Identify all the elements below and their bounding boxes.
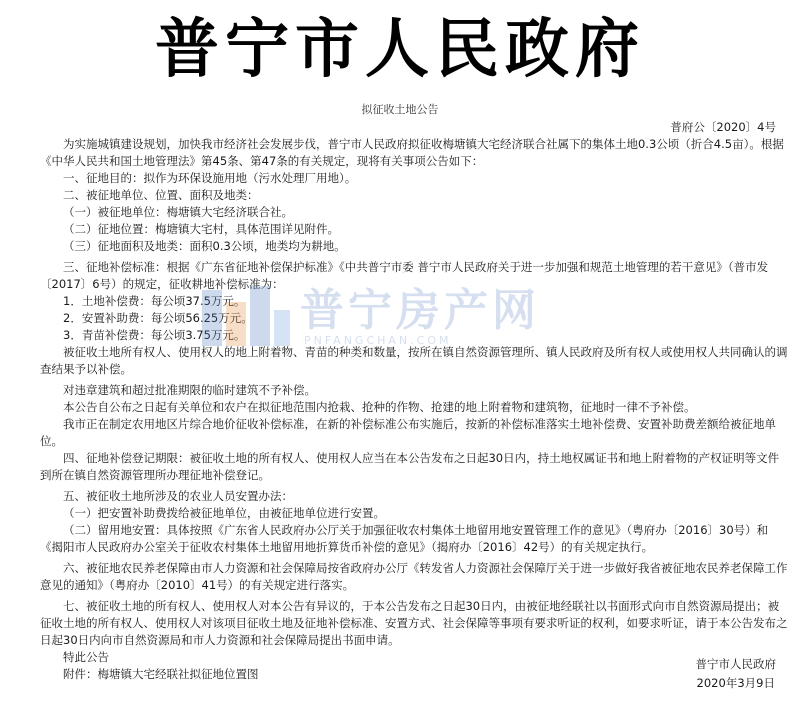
section-5-resettlement-fee: （一）把安置补助费拨给被征地单位，由被征地单位进行安置。 (63, 506, 385, 520)
section-3-compensation: 三、征地补偿标准：根据《广东省征地补偿保护标准》《中共普宁市委 普宁市人民政府关于进一步加强和规范土地管理的若干意见》（普市发〔2017〕6号）的规定，征收耕地补偿标准为： (40, 260, 769, 291)
section-2-heading: 二、被征地单位、位置、面积及地类： (63, 188, 259, 202)
intro-paragraph: 为实施城镇建设规划，加快我市经济社会发展步伐，普宁市人民政府拟征收梅塘镇大宅经济联合社属下的集体土地0.3公顷（折合4.5亩）。根据《中华人民共和国土地管理法》第45条、第47条的有关规定，现将有关事项公告如下： (40, 137, 784, 168)
section-5-heading: 五、被征收土地所涉及的农业人员安置办法： (63, 489, 293, 503)
compensation-note-no-rush: 本公告自公布之日起有关单位和农户在拟征地范围内抢栽、抢种的作物、抢建的地上附着物和建筑物，征地时一律不予补偿。 (63, 400, 696, 414)
section-6-pension: 六、被征地农民养老保障由市人力资源和社会保障局按省政府办公厅《转发省人力资源社会保障厅关于进一步做好我省被征地农民养老保障工作意见的通知》（粤府办〔2010〕41号）的有关规定进行落实。 (40, 561, 788, 592)
section-2-unit: （一）被征地单位：梅塘镇大宅经济联合社。 (63, 205, 293, 219)
attachment-line: 附件：梅塘镇大宅经联社拟征地位置图 (63, 667, 259, 681)
compensation-resettlement: 2．安置补助费：每公顷56.25万元。 (63, 311, 253, 325)
document-title: 拟征收土地公告 (361, 103, 439, 116)
government-masthead: 普宁市人民政府 (155, 12, 645, 87)
announcement-body (40, 136, 788, 683)
signature-org: 普宁市人民政府 (695, 657, 776, 671)
watermark-url: PNFANGCHAN.COM (304, 334, 452, 347)
section-2-location: （二）征地位置：梅塘镇大宅村，具体范围详见附件。 (63, 222, 339, 236)
compensation-note-new-standard: 我市正在制定农用地区片综合地价征收补偿标准，在新的补偿标准公布实施后，按新的补偿标准落实土地补偿费、安置补助费差额给被征地单位。 (40, 417, 776, 448)
compensation-note-illegal: 对违章建筑和超过批准期限的临时建筑不予补偿。 (63, 383, 316, 397)
watermark-brand: 普宁房产网 (300, 285, 540, 336)
compensation-note-attachments: 被征收土地所有权人、使用权人的地上附着物、青苗的种类和数量，按所在镇自然资源管理所、镇人民政府及所有权人或使用权人共同确认的调查结果予以补偿。 (40, 345, 788, 376)
section-5-reserved-land: （二）留用地安置：具体按照《广东省人民政府办公厅关于加强征收农村集体土地留用地安置管理工作的意见》（粤府办〔2016〕30号）和《揭阳市人民政府办公室关于征收农村集体土地留用地折算货币补偿的意见》（揭府办〔2016〕42号）的有关规定执行。 (40, 523, 769, 554)
section-7-objection: 七、被征收土地的所有权人、使用权人对本公告有异议的，于本公告发布之日起30日内，由被征地经联社以书面形式向市自然资源局提出；被征收土地的所有权人、使用权人对该项目征收土地及征地补偿标准、安置方式、社会保障等事项有要求听证的权利，如要求听证，请于本公告发布之日起30日内向市自然资源局和市人力资源和社会保障局提出书面申请。 (40, 599, 788, 647)
section-4-registration: 四、征地补偿登记期限：被征收土地的所有权人、使用权人应当在本公告发布之日起30日内，持土地权属证书和地上附着物的产权证明等文件到所在镇自然资源管理所办理征地补偿登记。 (40, 451, 780, 482)
compensation-land: 1．土地补偿费：每公顷37.5万元。 (63, 294, 246, 308)
signature-block (696, 655, 777, 693)
compensation-crops: 3．青苗补偿费：每公顷3.75万元。 (63, 328, 246, 342)
document-number: 普府公〔2020〕4号 (670, 120, 776, 134)
closing-notice: 特此公告 (63, 650, 109, 664)
section-1-purpose: 一、征地目的：拟作为环保设施用地（污水处理厂用地）。 (63, 171, 357, 185)
section-2-area: （三）征地面积及地类：面积0.3公顷，地类均为耕地。 (63, 239, 346, 253)
signature-date: 2020年3月9日 (696, 676, 775, 690)
